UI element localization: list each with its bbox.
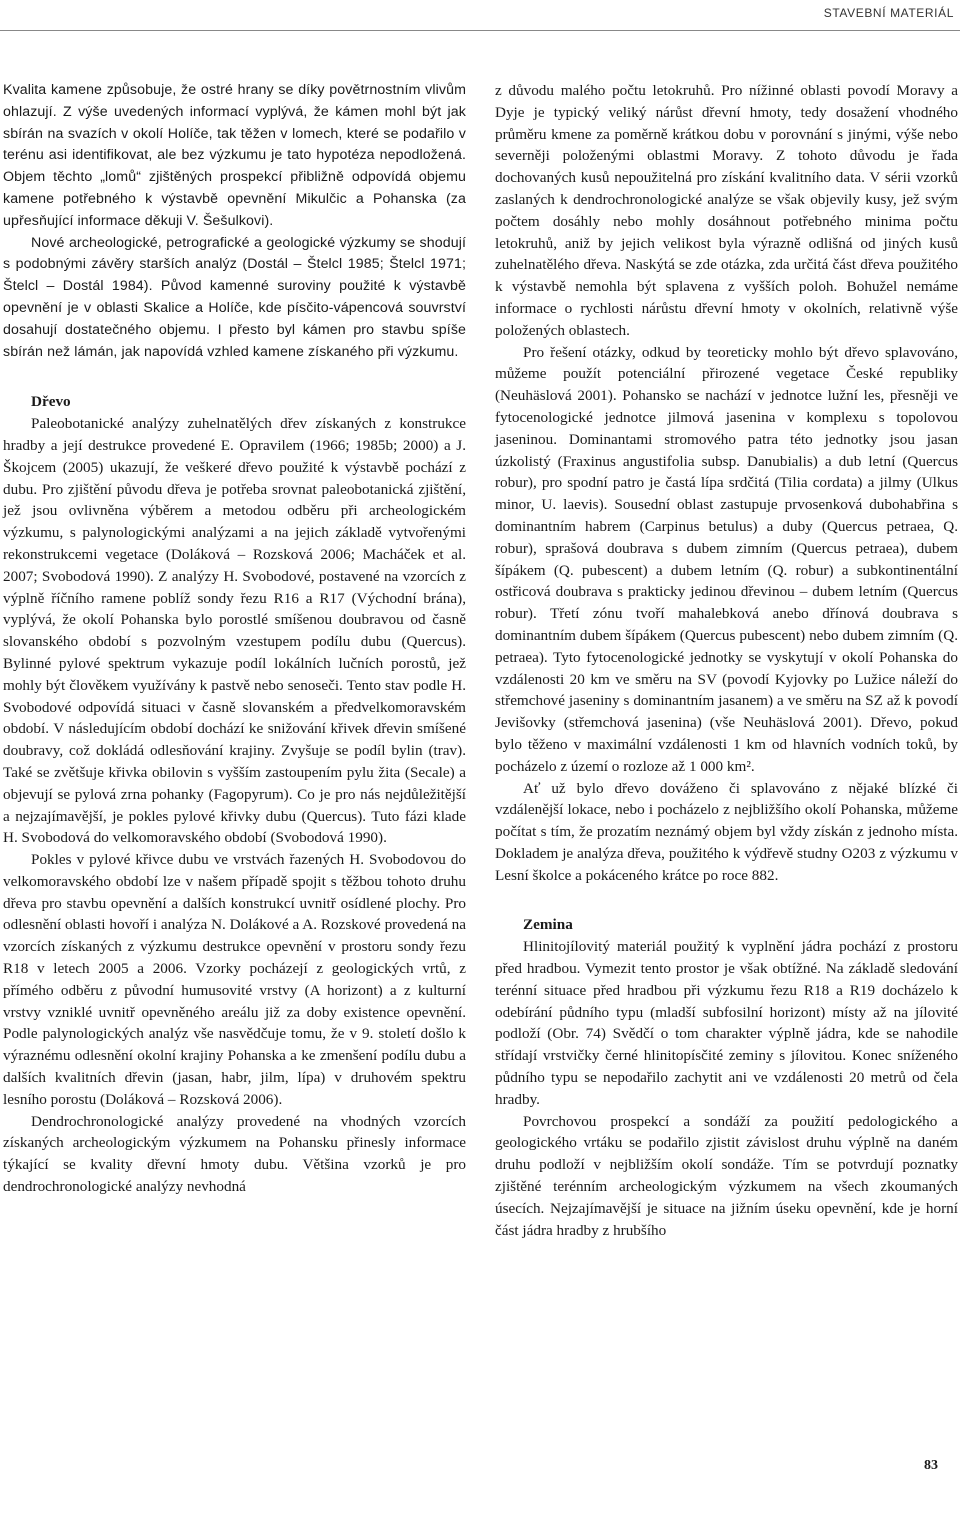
paragraph: Kvalita kamene způsobuje, že ostré hrany se díky povětrnostním vlivům ohlazují. Z výše uvedených informací vyplývá, že kámen mohl být jak sbírán na svazích v okolí Holíče, tak těžen v lomech, které se podařilo v terénu asi identifikovat, ale bez výzkumu je tato hypotéza nepodložená. Objem těchto „lomů“ zjištěných prospekcí přibližně odpovídá objemu kamene potřebného k výstavbě opevnění Mikulčic a Pohanska (za upřesňující informace děkuji V. Šešulkovi). <box>3 82 466 229</box>
paragraph: Ať už bylo dřevo dováženo či splavováno z nějaké blízké či vzdálenější lokace, nebo i pocházelo z nejbližšího okolí Pohanska, můžeme počítat s tím, že prozatím neznámý objem byl vždy získán z jednoho místa. Dokladem je analýza dřeva, použitého k výdřevě studny O203 z výzkumu v Lesní školce a pokáceného krátce po roce 882. <box>495 779 958 884</box>
header-rule <box>0 30 960 31</box>
paragraph: Paleobotanické analýzy zuhelnatělých dřev získaných z konstrukce hradby a její destrukce provedené E. Opravilem (1966; 1985b; 2000) a J. Škojcem (2005) ukazují, že veškeré dřevo použité k výstavbě pochází z dubu. Pro zjištění původu dřeva je potřeba srovnat paleobotanická zjištění, jež jsou ovlivněna výběrem a metodou odběru při archeologickém výzkumu, s palynologickými analýzami a na jejich základě vytvořenými rekonstrukcemi vegetace (Doláková – Rozsková 2006; Macháček et al. 2007; Svobodová 1990). Z analýzy H. Svobodové, postavené na vzorcích z výplně říčního ramene poblíž sondy řezu R16 a R17 (Východní brána), vyplývá, že okolí Pohanska bylo porostlé smíšenou doubravou od časně slovanského období s pozvolným vzestupem podílu dubu (Quercus). Bylinné pylové spektrum vykazuje podíl lokálních lučních porostů, jež mohly být člověkem využívány k pastvě nebo senoseči. Tento stav podle H. Svobodové odpovídá situaci v časně slovanském a předvelkomoravském období. V následujícím období dochází ke snižování křivek dřevin smíšené doubravy, což dokládá odlesňování krajiny. Zvyšuje se podíl bylin (trav). Také se zvětšuje křivka obilovin s vyšším zastoupením pylu žita (Secale) a objevují se pylová zrna pohanky (Fagopyrum). Co je pro nás nejdůležitější a nejzajímavější, je pokles pylové křivky dubu (Quercus). Tuto fázi klade H. Svobodová do velkomoravského období (Svobodová 1990). <box>3 415 466 847</box>
paragraph: Dendrochronologické analýzy provedené na vhodných vzorcích získaných archeologickým výzkumem na Pohansku přinesly informace týkající se kvality dřevní hmoty dubu. Většina vzorků je pro dendrochronologické analýzy nevhodná <box>3 1112 466 1196</box>
section-heading-soil: Zemina <box>523 916 573 934</box>
paragraph: z důvodu malého počtu letokruhů. Pro nížinné oblasti povodí Moravy a Dyje je typický veliký nárůst dřevní hmoty, tedy dosažení vhodného průměru kmene za poměrně krátkou dobu v porovnání s jinými, výše nebo severněji položenými oblastmi Moravy. Z tohoto důvodu je řada dochovaných kusů nepoužitelná pro získání kvalitního data. V sérii vzorků zaslaných k dendrochronologické analýze se však objevily kusy, jež svým počtem dosáhly nebo mohly dosáhnout potřebného minima počtu letokruhů, aniž by jejich velikost byla výrazně odlišná od jiných kusů zuhelnatělého dřeva. Naskýtá se zde otázka, zda určitá část dřeva použitého k výstavbě nemohla být splavena z vyšších poloh. Bohužel nemáme informace o rychlosti nárůstu dřevní hmoty v okolních, relativně výše položených oblastech. <box>495 82 958 339</box>
paragraph: Pokles v pylové křivce dubu ve vrstvách řazených H. Svobodovou do velkomoravského období lze v našem případě spojit s těžbou tohoto druhu dřeva pro stavbu opevnění a dalších konstrukcí uvnitř osídlené plochy. Pro odlesnění oblasti hovoří i analýza N. Dolákové a A. Rozskové provedená na vzorcích získaných z výzkumu destrukce opevnění v prostoru sondy řezu R18 v letech 2005 a 2006. Vzorky pocházejí z geologických vrtů, z přímého odběru z původní humusovité vrstvy (A horizont) a z kulturní vrstvy vzniklé uvnitř opevněného areálu již za doby existence opevnění. Podle palynologických analýz vše nasvědčuje tomu, že v 9. století došlo k výraznému odlesnění okolní krajiny Pohanska a ke zmenšení podílu dubu a dalších kvalitních dřevin (jasan, habr, jilm, lípa) v druhovém spektru lesního porostu (Doláková – Rozsková 2006). <box>3 851 466 1108</box>
paragraph: Hlinitojílovitý materiál použitý k vyplnění jádra pochází z prostoru před hradbou. Vymezit tento prostor je však obtížné. Na základě sledování terénní situace před hradbou při výzkumu řezu R18 a R19 docházelo k odebírání půdního typu (mladší subfosilní horizont) místy až na jílovité podloží (Obr. 74) Svědčí o tom charakter výplně jádra, kde se nahodile střídají vrstvičky černé hlinitopísčité zeminy s jílovitou. Konec sníženého půdního typu se nepodařilo zachytit ani ve vzdálenosti 20 metrů od čela hradby. <box>495 938 958 1108</box>
right-column <box>495 80 958 1241</box>
page-number: 83 <box>924 1458 938 1473</box>
paragraph: Pro řešení otázky, odkud by teoreticky mohlo být dřevo splavováno, můžeme použít potenciální přirozené vegetace České republiky (Neuhäslová 2001). Pohansko se nachází v jednotce lužní les, přesněji ve fytocenologické jednotce jilmová jasenina v komplexu s topolovou jaseninou. Dominantami stromového patra této jednotky jsou jasan úzkolistý (Fraxinus angustifolia subsp. Danubialis) a dub letní (Quercus robur), pro spodní patro je častá lípa srdčitá (Tilia cordata) a jilmy (Ulkus minor, U. laevis). Sousední oblast zastupuje prvosenková dubohabřina s dominantním habrem (Carpinus betulus) a duby (Quercus petraea, Q. robur), sprašová doubrava s dubem zimním (Quercus petraea), dubem šípákem (Q. pubescent) a dubem letním (Q. robur) a subkontinentální ostřicová doubrava s prakticky jedinou dřevinou – dubem letním (Quercus robur). Třetí zónu tvoří mahalebková anebo dřínová doubrava s dominantním dubem šípákem (Quercus pubescent) nebo dubem zimním (Q. petraea). Tyto fytocenologické jednotky se vyskytují v okolí Pohanska do vzdálenosti 20 km ve směru na SV (povodí Kyjovky po Lužice náleží do střemchové jaseniny s dominantním jasanem) a ve směru na SZ až k povodí Jevišovky (střemchová jasenina) (vše Neuhäslová 2001). Dřevo, pokud bylo těženo v maximální vzdálenosti 1 km od hlavních vodních toků, by pocházelo z území o rozloze až 1 000 km². <box>495 343 958 775</box>
paragraph: Povrchovou prospekcí a sondáží za použití pedologického a geologického vrtáku se podařilo zjistit závislost druhu výplně na daném druhu podloží v nejbližším okolí sondáže. Tím se potvrdují poznatky zjištěné terénním archeologickým výzkumem na všech zkoumaných úsecích. Nejzajímavější je situace na jižním úseku opevnění, kde je horní část jádra hradby z hrubšího <box>495 1112 958 1239</box>
left-column <box>3 80 466 1198</box>
running-header: STAVEBNÍ MATERIÁL <box>823 6 954 20</box>
paragraph: Nové archeologické, petrografické a geologické výzkumy se shodují s podobnými závěry starších analýz (Dostál – Štelcl 1985; Štelcl 1971; Štelcl – Dostál 1984). Původ kamenné suroviny použité k výstavbě opevnění je v oblasti Skalice a Holíče, kde písčito-vápencová souvrství dosahují dostatečného objemu. I přesto byl kámen pro stavbu spíše sbírán než lámán, jak napovídá vzhled kamene získaného při výzkumu. <box>3 234 466 360</box>
section-heading-wood: Dřevo <box>31 393 71 411</box>
